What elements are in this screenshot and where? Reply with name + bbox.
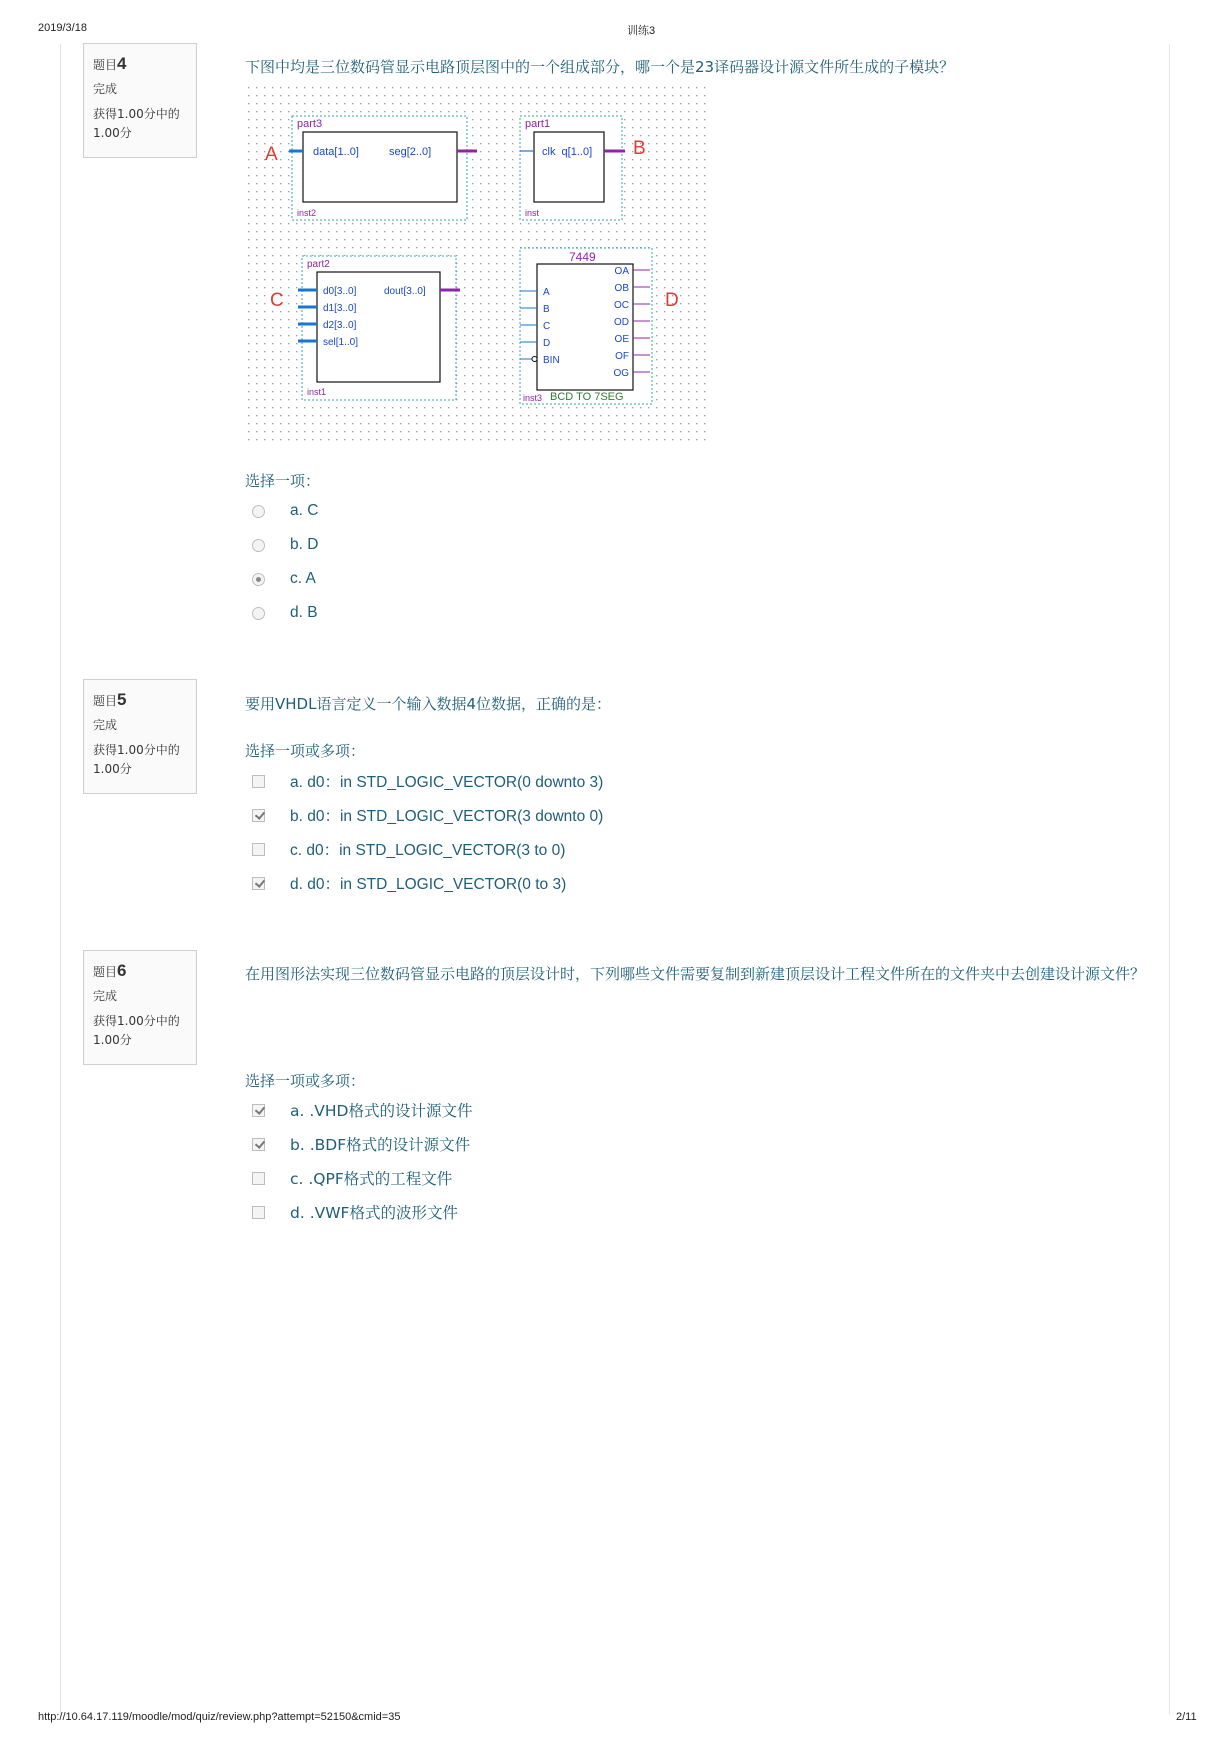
port-label: B (543, 304, 550, 315)
block-label: part3 (297, 118, 323, 130)
port-label: OB (614, 283, 629, 294)
option-6b[interactable]: b. .BDF格式的设计源文件 (252, 1132, 470, 1156)
question-info-6 (83, 950, 197, 1065)
marker-c: C (270, 290, 284, 311)
print-url: http://10.64.17.119/moodle/mod/quiz/review.php?attempt=52150&cmid=35 (38, 1711, 401, 1723)
block-7449 (520, 248, 652, 404)
right-border (1169, 44, 1170, 1714)
port-label: clk q[1..0] (542, 146, 593, 158)
question-grade: 获得1.00分中的1.00分 (93, 1014, 180, 1047)
option-4c[interactable]: c. A (252, 567, 316, 591)
radio-button[interactable] (252, 505, 265, 518)
marker-d: D (665, 290, 679, 311)
left-border (60, 44, 61, 1714)
question-text-4: 下图中均是三位数码管显示电路顶层图中的一个组成部分，哪一个是23译码器设计源文件所生成的子模块？ (245, 58, 955, 76)
block-desc: BCD TO 7SEG (550, 391, 624, 403)
block-part2 (298, 256, 460, 400)
checkbox[interactable] (252, 843, 265, 856)
checkbox[interactable] (252, 1104, 265, 1117)
question-text-6: 在用图形法实现三位数码管显示电路的顶层设计时，下列哪些文件需要复制到新建顶层设计工程文件所在的文件夹中去创建设计源文件？ (245, 965, 1146, 983)
question-text-5: 要用VHDL语言定义一个输入数据4位数据，正确的是： (245, 695, 611, 713)
inst-label: inst1 (307, 387, 327, 397)
marker-a: A (265, 144, 278, 165)
port-label: OA (614, 266, 629, 277)
option-4a[interactable]: a. C (252, 499, 318, 523)
port-label: OF (615, 351, 629, 362)
port-label: dout[3..0] (384, 286, 426, 297)
prompt-6: 选择一项或多项： (245, 1072, 366, 1090)
port-label: seg[2..0] (389, 146, 432, 158)
port-label: d1[3..0] (323, 303, 357, 314)
port-label: OE (614, 334, 629, 345)
question-number: 题目4 (93, 54, 127, 73)
prompt-5: 选择一项或多项： (245, 742, 366, 760)
question-grade: 获得1.00分中的1.00分 (93, 107, 180, 140)
block-part3 (289, 116, 477, 220)
checkbox[interactable] (252, 775, 265, 788)
question-state: 完成 (93, 82, 118, 96)
port-label: d0[3..0] (323, 286, 357, 297)
prompt-4: 选择一项： (245, 472, 321, 490)
option-5a[interactable]: a. d0：in STD_LOGIC_VECTOR(0 downto 3) (252, 769, 603, 793)
marker-b: B (633, 138, 646, 159)
question-grade: 获得1.00分中的1.00分 (93, 743, 180, 776)
circuit-diagram (245, 84, 707, 444)
inst-label: inst (525, 208, 540, 218)
checkbox[interactable] (252, 809, 265, 822)
port-label: OG (613, 368, 629, 379)
port-label: D (543, 338, 551, 349)
checkbox[interactable] (252, 877, 265, 890)
checkbox[interactable] (252, 1206, 265, 1219)
option-5b[interactable]: b. d0：in STD_LOGIC_VECTOR(3 downto 0) (252, 803, 603, 827)
question-state: 完成 (93, 718, 118, 732)
print-date: 2019/3/18 (38, 22, 87, 34)
question-info-5 (83, 679, 197, 794)
port-label: OC (614, 300, 629, 311)
port-label: OD (614, 317, 629, 328)
option-5d[interactable]: d. d0：in STD_LOGIC_VECTOR(0 to 3) (252, 871, 566, 895)
print-page-number: 2/11 (1176, 1711, 1197, 1723)
option-6c[interactable]: c. .QPF格式的工程文件 (252, 1166, 452, 1190)
port-label: C (543, 321, 551, 332)
question-number: 题目6 (93, 961, 127, 980)
block-label: 7449 (569, 250, 596, 264)
port-label: sel[1..0] (323, 337, 359, 348)
print-title: 训练3 (627, 25, 656, 37)
option-6a[interactable]: a. .VHD格式的设计源文件 (252, 1098, 472, 1122)
radio-button[interactable] (252, 539, 265, 552)
radio-button[interactable] (252, 573, 265, 586)
question-state: 完成 (93, 989, 118, 1003)
checkbox[interactable] (252, 1172, 265, 1185)
block-label: part2 (307, 259, 330, 270)
option-6d[interactable]: d. .VWF格式的波形文件 (252, 1200, 458, 1224)
radio-button[interactable] (252, 607, 265, 620)
inst-label: inst2 (297, 208, 317, 218)
block-label: part1 (525, 118, 551, 130)
option-4d[interactable]: d. B (252, 601, 318, 625)
port-label: d2[3..0] (323, 320, 357, 331)
option-4b[interactable]: b. D (252, 533, 318, 557)
port-label: BIN (543, 355, 560, 366)
option-5c[interactable]: c. d0：in STD_LOGIC_VECTOR(3 to 0) (252, 837, 565, 861)
question-number: 题目5 (93, 690, 127, 709)
block-part1 (520, 116, 625, 220)
inst-label: inst3 (523, 393, 543, 403)
question-info-4 (83, 43, 197, 158)
port-label: data[1..0] (313, 146, 359, 158)
port-label: A (543, 287, 550, 298)
checkbox[interactable] (252, 1138, 265, 1151)
